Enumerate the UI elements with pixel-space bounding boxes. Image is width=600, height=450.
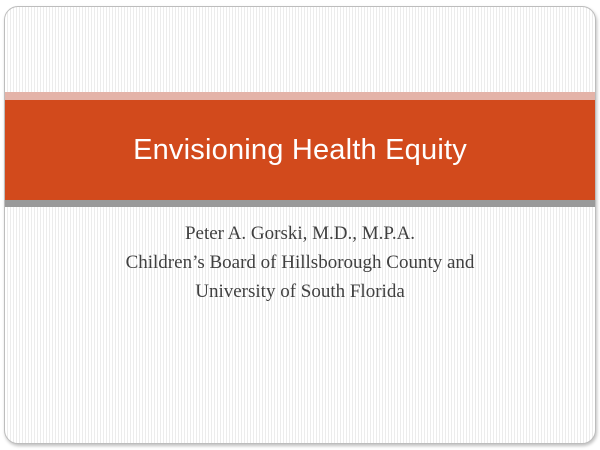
subtitle-line-author: Peter A. Gorski, M.D., M.P.A. [184,223,416,244]
subtitle-line-organization: Children’s Board of Hillsborough County and [125,252,475,273]
title-band [5,100,595,200]
title-band-bottom-stripe [5,200,595,207]
slide-subtitle [5,219,595,306]
subtitle-line-university: University of South Florida [195,281,405,302]
title-band-top-stripe [5,92,595,100]
slide-title: Envisioning Health Equity [133,133,467,166]
presentation-slide [4,6,596,444]
